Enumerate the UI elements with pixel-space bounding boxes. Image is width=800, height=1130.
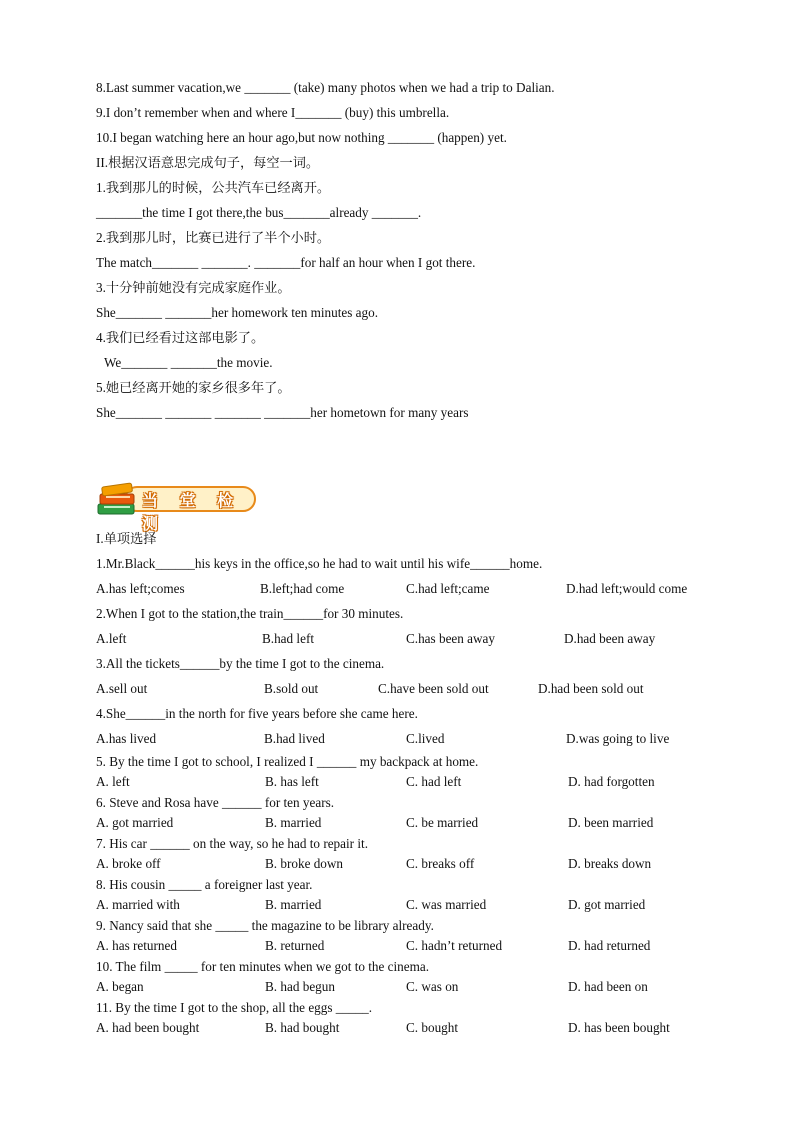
question-7: 7. His car ______ on the way, so he had to repair it.: [96, 836, 368, 851]
option-c: C.have been sold out: [378, 681, 489, 696]
option-b: B. has left: [265, 774, 319, 789]
option-a: A. began: [96, 979, 144, 994]
option-d: D. got married: [568, 897, 646, 912]
option-b: B. broke down: [265, 856, 344, 871]
banner-title: 当 堂 检 测: [142, 491, 242, 533]
option-a: A. left: [96, 774, 130, 789]
option-b: B. had begun: [265, 979, 335, 994]
question-11: 11. By the time I got to the shop, all the eggs _____.: [96, 1000, 373, 1015]
options-9: [96, 938, 736, 954]
option-c: C. had left: [406, 774, 462, 789]
question-9: 9. Nancy said that she _____ the magazine to be library already.: [96, 918, 434, 933]
translation-blank-1: _______the time I got there,the bus_______already _______.: [96, 205, 422, 220]
translation-blank-4: We_______ _______the movie.: [104, 355, 273, 370]
options-10: [96, 979, 736, 995]
option-b: B.had left: [262, 631, 315, 646]
translation-prompt-5: 5.她已经离开她的家乡很多年了。: [96, 380, 291, 395]
option-c: C.had left;came: [406, 581, 490, 596]
books-icon: [94, 478, 142, 520]
translation-prompt-3: 3.十分钟前她没有完成家庭作业。: [96, 280, 291, 295]
question-2: 2.When I got to the station,the train______for 30 minutes.: [96, 606, 404, 621]
option-b: B. had bought: [265, 1020, 340, 1035]
options-2: [96, 631, 736, 647]
translation-prompt-1: 1.我到那儿的时候，公共汽车已经离开。: [96, 180, 331, 195]
option-c: C.lived: [406, 731, 445, 746]
option-d: D.had left;would come: [566, 581, 688, 596]
option-a: A. has returned: [96, 938, 177, 953]
translation-blank-5: She_______ _______ _______ _______her hometown for many years: [96, 405, 469, 420]
option-a: A.has lived: [96, 731, 157, 746]
translation-blank-2: The match_______ _______. _______for half an hour when I got there.: [96, 255, 476, 270]
option-c: C. breaks off: [406, 856, 475, 871]
option-a: A. got married: [96, 815, 174, 830]
options-6: [96, 815, 736, 831]
exercise-line-9: 9.I don’t remember when and where I_______ (buy) this umbrella.: [96, 105, 450, 120]
option-d: D. had returned: [568, 938, 651, 953]
option-d: D.had been sold out: [538, 681, 644, 696]
option-c: C.has been away: [406, 631, 495, 646]
option-c: C. hadn’t returned: [406, 938, 503, 953]
options-1: [96, 581, 736, 597]
quiz-heading: I.单项选择: [96, 531, 157, 546]
options-11: [96, 1020, 736, 1036]
exercise-line-10: 10.I began watching here an hour ago,but now nothing _______ (happen) yet.: [96, 130, 507, 145]
translation-prompt-2: 2.我到那儿时，比赛已进行了半个小时。: [96, 230, 331, 245]
option-d: D. breaks down: [568, 856, 652, 871]
option-d: D. had forgotten: [568, 774, 655, 789]
options-5: [96, 774, 736, 790]
option-d: D. been married: [568, 815, 654, 830]
question-1: 1.Mr.Black______his keys in the office,so he had to wait until his wife______home.: [96, 556, 543, 571]
question-5: 5. By the time I got to school, I realized I ______ my backpack at home.: [96, 754, 479, 769]
option-c: C. was on: [406, 979, 459, 994]
option-d: D.had been away: [564, 631, 656, 646]
option-a: A.has left;comes: [96, 581, 185, 596]
exercise-line-8: 8.Last summer vacation,we _______ (take) many photos when we had a trip to Dalian.: [96, 80, 555, 95]
option-d: D. has been bought: [568, 1020, 670, 1035]
option-b: B. married: [265, 815, 322, 830]
options-7: [96, 856, 736, 872]
option-a: A. broke off: [96, 856, 161, 871]
section-heading-ii: II.根据汉语意思完成句子，每空一词。: [96, 155, 320, 170]
option-d: D.was going to live: [566, 731, 670, 746]
option-a: A. married with: [96, 897, 180, 912]
question-10: 10. The film _____ for ten minutes when we got to the cinema.: [96, 959, 430, 974]
question-4: 4.She______in the north for five years before she came here.: [96, 706, 418, 721]
option-c: C. was married: [406, 897, 487, 912]
option-b: B. married: [265, 897, 322, 912]
option-a: A.left: [96, 631, 127, 646]
option-b: B. returned: [265, 938, 325, 953]
option-c: C. be married: [406, 815, 479, 830]
section-banner: [94, 478, 260, 533]
options-8: [96, 897, 736, 913]
question-6: 6. Steve and Rosa have ______ for ten years.: [96, 795, 335, 810]
question-8: 8. His cousin _____ a foreigner last year.: [96, 877, 313, 892]
options-4: [96, 731, 736, 747]
option-a: A. had been bought: [96, 1020, 200, 1035]
options-3: [96, 681, 736, 697]
translation-prompt-4: 4.我们已经看过这部电影了。: [96, 330, 265, 345]
option-a: A.sell out: [96, 681, 148, 696]
translation-blank-3: She_______ _______her homework ten minutes ago.: [96, 305, 379, 320]
option-b: B.sold out: [264, 681, 319, 696]
question-3: 3.All the tickets______by the time I got to the cinema.: [96, 656, 385, 671]
option-b: B.had lived: [264, 731, 325, 746]
option-b: B.left;had come: [260, 581, 345, 596]
option-c: C. bought: [406, 1020, 459, 1035]
option-d: D. had been on: [568, 979, 648, 994]
